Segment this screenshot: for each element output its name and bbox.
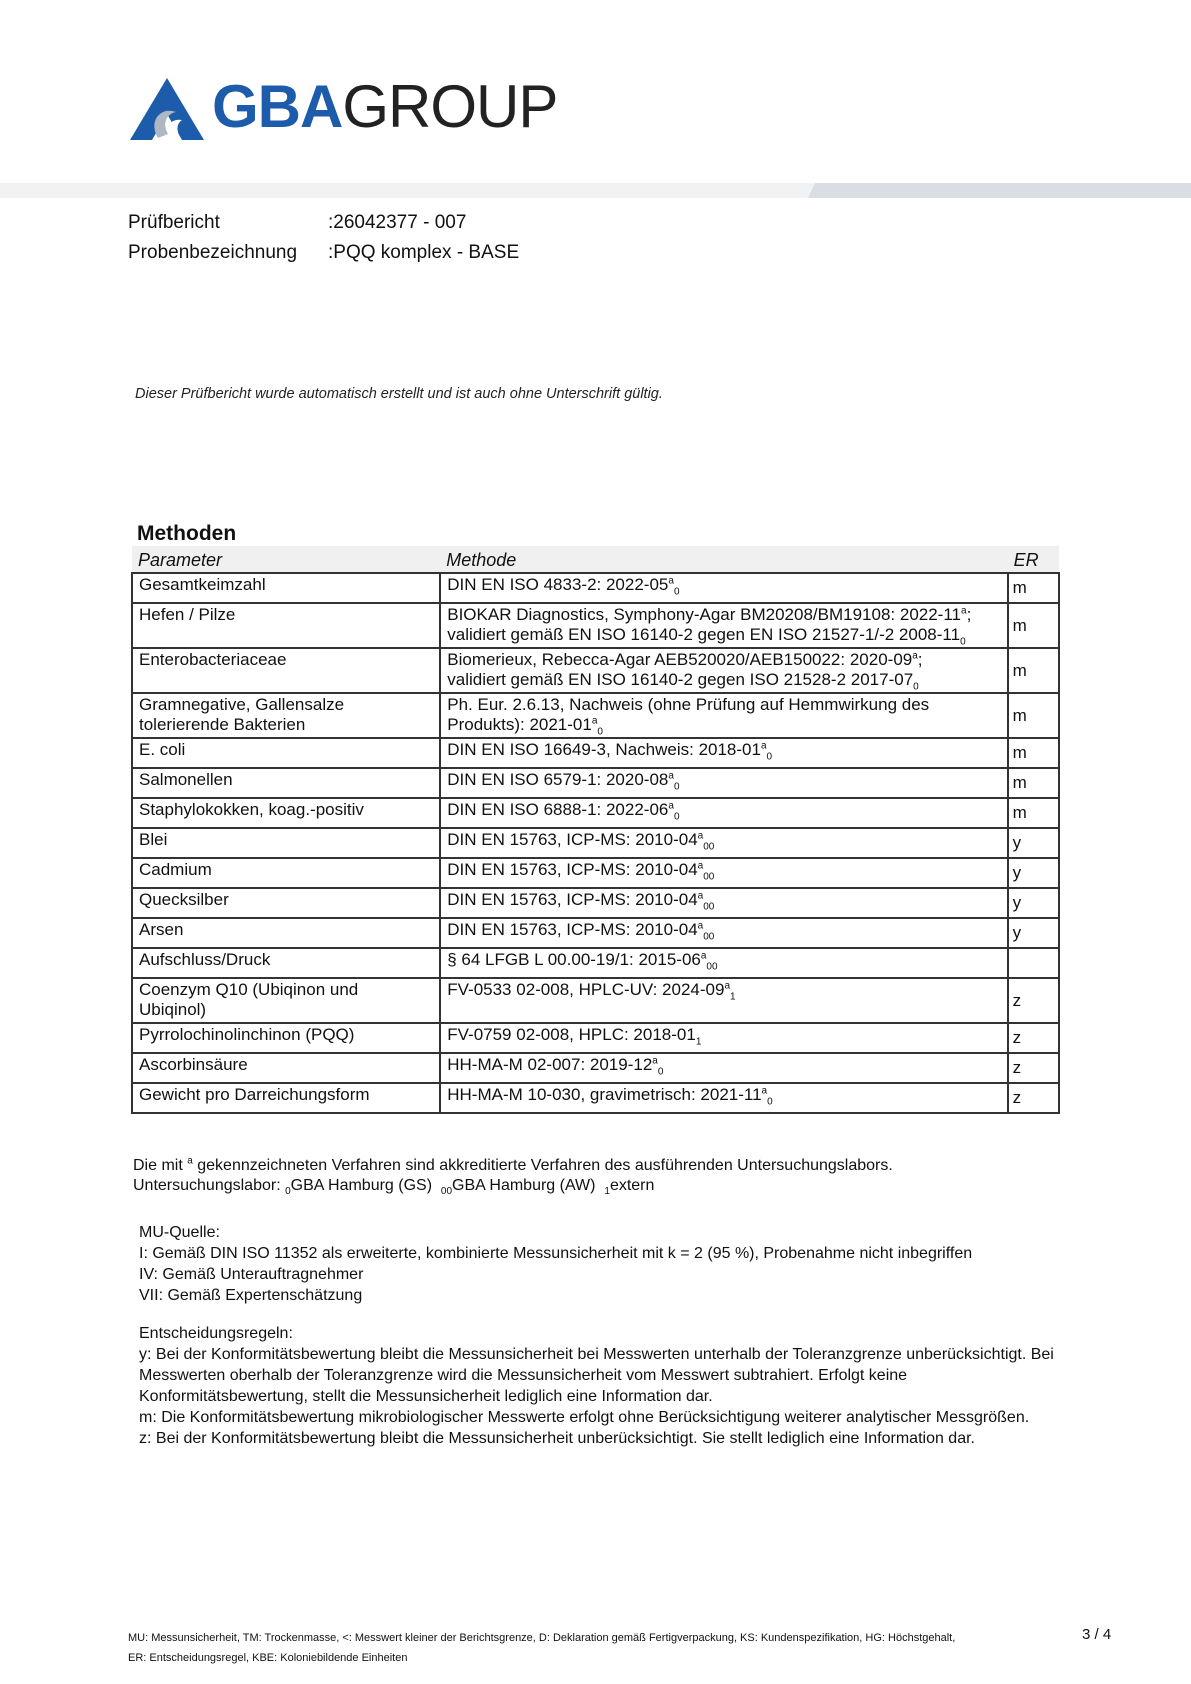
method-text: DIN EN 15763, ICP-MS: 2010-04	[447, 890, 698, 909]
method-line	[447, 695, 1001, 715]
method-cell	[440, 1053, 1007, 1083]
decision-rules	[139, 1323, 1079, 1449]
parameter-cell	[132, 693, 440, 738]
methods-header-row	[132, 546, 1059, 573]
parameter-text: Quecksilber	[139, 890, 229, 909]
parameter-cell	[132, 603, 440, 648]
mu-source-line: VII: Gemäß Expertenschätzung	[139, 1287, 363, 1304]
method-line	[447, 980, 1001, 1003]
header-parameter: Parameter	[132, 546, 440, 573]
lab-code: 0	[673, 781, 680, 793]
method-text: DIN EN ISO 16649-3, Nachweis: 2018-01	[447, 740, 761, 759]
parameter-text: Hefen / Pilze	[139, 605, 236, 624]
er-cell: m	[1008, 573, 1059, 603]
parameter-cell	[132, 1083, 440, 1113]
methods-table	[131, 546, 1060, 1114]
accreditation-marker: a	[652, 1055, 658, 1067]
lab-code: 1	[730, 991, 736, 1003]
method-tail: ;	[917, 650, 923, 669]
method-line	[447, 890, 1001, 913]
method-line	[447, 770, 1001, 793]
accreditation-marker: a	[761, 1085, 768, 1097]
lab-code: 0	[285, 1186, 291, 1198]
table-row	[132, 798, 1059, 828]
method-cell	[440, 768, 1007, 798]
mu-source	[139, 1222, 972, 1306]
lab-code: 00	[440, 1186, 453, 1198]
method-cell	[440, 828, 1007, 858]
method-cell	[440, 978, 1007, 1023]
method-cell	[440, 603, 1007, 648]
accreditation-marker: a	[591, 715, 598, 727]
parameter-cell	[132, 798, 440, 828]
gba-group-logo	[130, 73, 560, 140]
accreditation-marker: a	[961, 605, 967, 617]
lab-label: Untersuchungslabor:	[133, 1177, 286, 1194]
parameter-cell	[132, 738, 440, 768]
er-cell: z	[1008, 1083, 1059, 1113]
parameter-text: Enterobacteriaceae	[139, 650, 287, 669]
page-number: 3 / 4	[1082, 1626, 1112, 1643]
accreditation-marker: a	[760, 740, 767, 752]
lab-code: 0	[673, 586, 680, 598]
parameter-text: Pyrrolochinolinchinon (PQQ)	[139, 1025, 355, 1044]
er-cell: z	[1008, 1053, 1059, 1083]
mu-source-line: I: Gemäß DIN ISO 11352 als erweiterte, kombinierte Messunsicherheit mit k = 2 (95 %), Probenahme nicht inbegriffen	[139, 1245, 973, 1262]
parameter-text: Arsen	[139, 920, 184, 939]
method-line	[447, 800, 1001, 823]
table-row	[132, 693, 1059, 738]
lab-name: extern	[609, 1177, 655, 1194]
table-row	[132, 918, 1059, 948]
parameter-text: Blei	[139, 830, 168, 849]
method-text: DIN EN ISO 6579-1: 2020-08	[447, 770, 669, 789]
sample-name-row	[128, 238, 519, 268]
method-cell	[440, 948, 1007, 978]
parameter-cell	[132, 1053, 440, 1083]
table-row	[132, 738, 1059, 768]
method-text: DIN EN ISO 6888-1: 2022-06	[447, 800, 669, 819]
method-text: FV-0759 02-008, HPLC: 2018-01	[447, 1025, 696, 1044]
method-line	[447, 1085, 1001, 1108]
er-cell: y	[1008, 918, 1059, 948]
logo-text-bold: GBA	[212, 73, 343, 140]
method-line	[447, 605, 1001, 625]
methods-body	[132, 573, 1059, 1113]
parameter-text: Gesamtkeimzahl	[139, 575, 266, 594]
accreditation-marker: a	[700, 950, 707, 962]
accreditation-line	[133, 1156, 893, 1176]
method-cell	[440, 888, 1007, 918]
method-text: validiert gemäß EN ISO 16140-2 gegen ISO 21528-2 2017-07	[447, 670, 914, 689]
table-row	[132, 573, 1059, 603]
methods-title: Methoden	[137, 522, 237, 545]
parameter-text: Cadmium	[139, 860, 212, 879]
method-line	[447, 950, 1001, 973]
accreditation-text-pre: Die mit	[133, 1157, 188, 1174]
method-text: HH-MA-M 02-007: 2019-12	[447, 1055, 653, 1074]
parameter-text: Gewicht pro Darreichungsform	[139, 1085, 370, 1104]
footer-line: MU: Messunsicherheit, TM: Trockenmasse, <: Messwert kleiner der Berichtsgrenze, D: Deklaration gemäß Fertigverpackung, KS: Kundenspezifikation, HG: Höchstgehalt,	[128, 1632, 956, 1644]
footer-line: ER: Entscheidungsregel, KBE: Koloniebildende Einheiten	[128, 1652, 408, 1664]
parameter-text: Salmonellen	[139, 770, 233, 789]
method-text: HH-MA-M 10-030, gravimetrisch: 2021-11	[447, 1085, 762, 1104]
table-row	[132, 888, 1059, 918]
er-cell: m	[1008, 648, 1059, 693]
decision-rule-m: m: Die Konformitätsbewertung mikrobiologischer Messwerte erfolgt ohne Berücksichtigung weiterer analytischer Messgrößen.	[139, 1409, 1030, 1426]
accreditation-marker: a	[912, 650, 918, 662]
header-band	[0, 183, 1191, 198]
parameter-cell	[132, 858, 440, 888]
parameter-cell	[132, 888, 440, 918]
accreditation-text-post: gekennzeichneten Verfahren sind akkreditierte Verfahren des ausführenden Untersuchungslabors.	[192, 1157, 893, 1174]
parameter-cell	[132, 828, 440, 858]
lab-code: 00	[703, 841, 715, 853]
method-line	[447, 1025, 1001, 1048]
method-cell	[440, 798, 1007, 828]
table-row	[132, 603, 1059, 648]
accreditation-note	[133, 1156, 893, 1196]
parameter-text: Gramnegative, Gallensalze	[139, 695, 345, 714]
logo-text-light: GROUP	[342, 73, 558, 140]
mu-source-title: MU-Quelle:	[139, 1224, 220, 1241]
decision-rule-z: z: Bei der Konformitätsbewertung bleibt die Messunsicherheit unberücksichtigt. Sie stellt lediglich eine Information dar.	[139, 1430, 975, 1447]
er-cell	[1008, 948, 1059, 978]
method-text: Biomerieux, Rebecca-Agar AEB520020/AEB150022: 2020-09	[447, 650, 913, 669]
parameter-cell	[132, 573, 440, 603]
parameter-cell	[132, 918, 440, 948]
method-line	[447, 650, 1001, 670]
method-text: Ph. Eur. 2.6.13, Nachweis (ohne Prüfung auf Hemmwirkung des	[447, 695, 930, 714]
method-line	[447, 715, 1001, 738]
method-tail: ;	[966, 605, 972, 624]
method-line	[447, 920, 1001, 943]
er-cell: z	[1008, 978, 1059, 1023]
decision-rule-y: y: Bei der Konformitätsbewertung bleibt die Messunsicherheit bei Messwerten unterhalb der Toleranzgrenze unberücksichtigt. Bei Messwerten oberhalb der Toleranzgrenze wird die Messunsicherheit vom Messwert subtrahiert. Erfolgt keine Konformitätsbewertung, stellt die Messunsicherheit lediglich eine Information dar.	[139, 1346, 1054, 1405]
accreditation-marker: a	[668, 800, 674, 812]
method-cell	[440, 648, 1007, 693]
method-cell	[440, 573, 1007, 603]
lab-name: GBA Hamburg (GS)	[290, 1177, 433, 1194]
table-row	[132, 858, 1059, 888]
parameter-cell	[132, 948, 440, 978]
er-cell: z	[1008, 1023, 1059, 1053]
parameter-text: Coenzym Q10 (Ubiqinon und	[139, 980, 359, 999]
lab-code: 1	[604, 1186, 610, 1198]
er-cell: y	[1008, 888, 1059, 918]
parameter-text: Aufschluss/Druck	[139, 950, 271, 969]
footer-abbreviations	[128, 1628, 988, 1668]
report-info	[128, 208, 519, 268]
decision-rules-title: Entscheidungsregeln:	[139, 1325, 293, 1342]
er-cell: y	[1008, 828, 1059, 858]
accreditation-marker: a	[724, 980, 731, 992]
method-text: DIN EN 15763, ICP-MS: 2010-04	[447, 860, 698, 879]
lab-code: 00	[706, 961, 718, 973]
parameter-cell	[132, 768, 440, 798]
header-er: ER	[1008, 546, 1059, 573]
table-row	[132, 948, 1059, 978]
table-row	[132, 828, 1059, 858]
accreditation-marker: a	[697, 860, 704, 872]
parameter-text: E. coli	[139, 740, 186, 759]
parameter-text: Staphylokokken, koag.-positiv	[139, 800, 364, 819]
method-text: § 64 LFGB L 00.00-19/1: 2015-06	[447, 950, 701, 969]
method-line	[447, 860, 1001, 883]
table-row	[132, 978, 1059, 1023]
method-cell	[440, 918, 1007, 948]
method-cell	[440, 738, 1007, 768]
sample-name: :PQQ komplex - BASE	[328, 242, 520, 263]
parameter-text: Ubiqinol)	[139, 1000, 207, 1019]
logo-wordmark	[212, 74, 557, 140]
parameter-cell	[132, 1023, 440, 1053]
er-cell: m	[1008, 603, 1059, 648]
report-label: Prüfbericht	[128, 212, 220, 233]
accreditation-marker: a	[697, 890, 704, 902]
method-text: DIN EN 15763, ICP-MS: 2010-04	[447, 830, 698, 849]
accreditation-marker: a	[697, 830, 704, 842]
header-method: Methode	[440, 546, 1007, 573]
method-text: BIOKAR Diagnostics, Symphony-Agar BM20208/BM19108: 2022-11	[447, 605, 961, 624]
er-cell: m	[1008, 693, 1059, 738]
method-text: Produkts): 2021-01	[447, 715, 592, 734]
table-row	[132, 648, 1059, 693]
parameter-cell	[132, 648, 440, 693]
table-row	[132, 1083, 1059, 1113]
method-text: DIN EN ISO 4833-2: 2022-05	[447, 575, 669, 594]
lab-code: 00	[703, 871, 715, 883]
method-cell	[440, 1083, 1007, 1113]
er-cell: y	[1008, 858, 1059, 888]
parameter-cell	[132, 978, 440, 1023]
method-line	[447, 830, 1001, 853]
report-number-row	[128, 208, 519, 238]
auto-generated-note: Dieser Prüfbericht wurde automatisch erstellt und ist auch ohne Unterschrift gültig.	[135, 386, 663, 402]
accreditation-marker: a	[187, 1155, 193, 1167]
lab-code: 00	[703, 931, 715, 943]
accreditation-marker: a	[668, 770, 674, 782]
table-row	[132, 768, 1059, 798]
method-line	[447, 740, 1001, 763]
lab-code: 0	[913, 681, 919, 693]
table-row	[132, 1053, 1059, 1083]
sample-label: Probenbezeichnung	[128, 242, 298, 263]
method-cell	[440, 1023, 1007, 1053]
method-line	[447, 1055, 1001, 1078]
er-cell: m	[1008, 738, 1059, 768]
lab-code: 00	[703, 901, 715, 913]
table-row	[132, 1023, 1059, 1053]
lab-code: 0	[960, 636, 966, 648]
method-text: FV-0533 02-008, HPLC-UV: 2024-09	[447, 980, 725, 999]
mu-source-line: IV: Gemäß Unterauftragnehmer	[139, 1266, 364, 1283]
accreditation-marker: a	[697, 920, 704, 932]
lab-line	[133, 1176, 893, 1196]
er-cell: m	[1008, 768, 1059, 798]
parameter-text: Ascorbinsäure	[139, 1055, 248, 1074]
method-line	[447, 575, 1001, 598]
method-line	[447, 670, 1001, 693]
method-cell	[440, 858, 1007, 888]
method-cell	[440, 693, 1007, 738]
accreditation-marker: a	[668, 575, 674, 587]
method-text: DIN EN 15763, ICP-MS: 2010-04	[447, 920, 698, 939]
lab-code: 0	[766, 751, 773, 763]
parameter-text: tolerierende Bakterien	[139, 715, 306, 734]
lab-code: 0	[657, 1066, 664, 1078]
lab-code: 0	[673, 811, 680, 823]
lab-code: 0	[597, 726, 603, 738]
report-number: :26042377 - 007	[328, 212, 467, 233]
lab-name: GBA Hamburg (AW)	[452, 1177, 596, 1194]
er-cell: m	[1008, 798, 1059, 828]
gba-logo-mark-icon	[130, 78, 204, 140]
lab-code: 1	[695, 1036, 702, 1048]
lab-code: 0	[767, 1096, 773, 1108]
method-line	[447, 625, 1001, 648]
method-text: validiert gemäß EN ISO 16140-2 gegen EN ISO 21527-1/-2 2008-11	[447, 625, 961, 644]
